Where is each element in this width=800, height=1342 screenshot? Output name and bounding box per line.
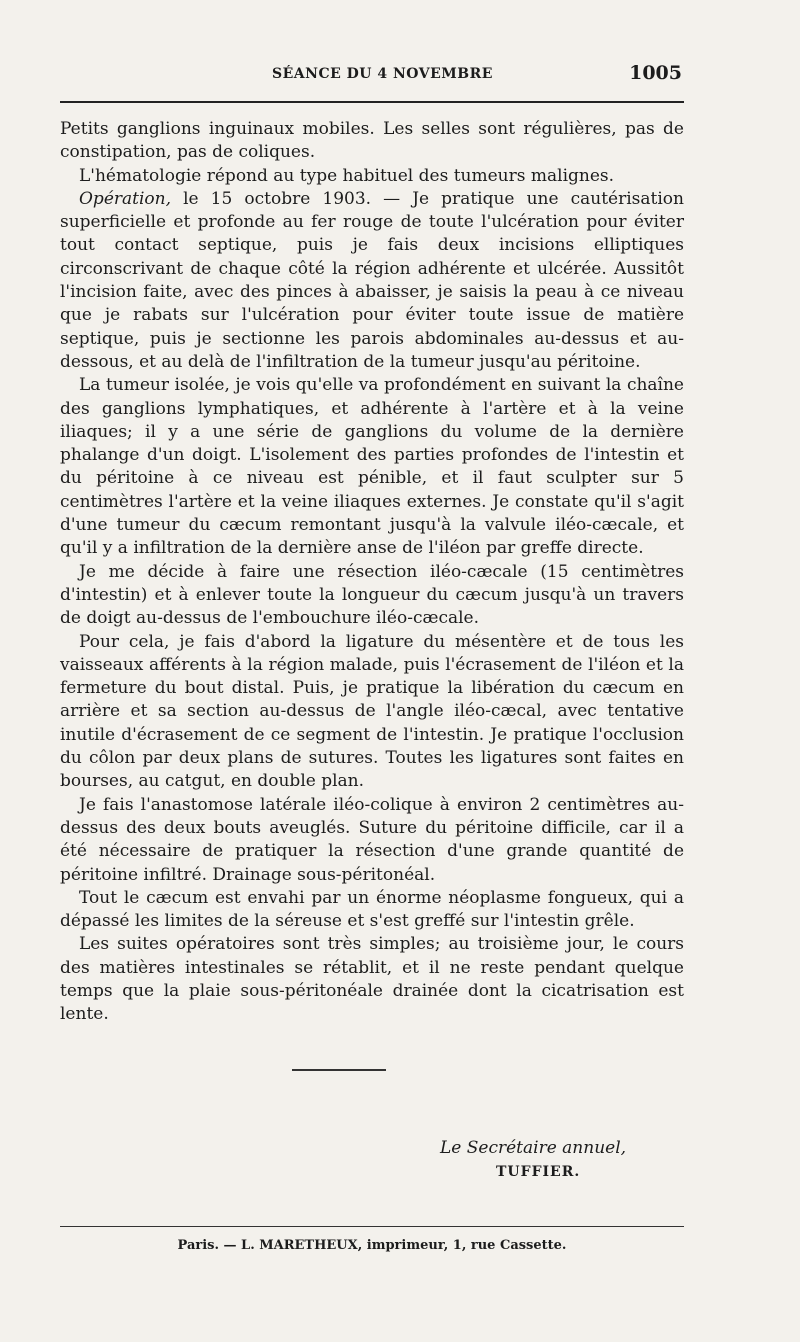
signature-role: Le Secrétaire annuel, [440,1138,627,1158]
paragraph: Les suites opératoires sont très simples; au troisième jour, le cours des matières intestinales se rétablit, et il ne reste pendant quelque temps que la plaie sous-péritonéale drainée dont la cicatrisation est lente. [60,934,684,1025]
page-header [60,60,684,90]
header-rule [60,101,684,103]
paragraph: Pour cela, je fais d'abord la ligature du mésentère et de tous les vaisseaux afférents à la région malade, puis l'écrasement de l'iléon et la fermeture du bout distal. Puis, je pratique la libération du cæcum en arrière et sa section au-dessus de l'angle iléo-cæcal, avec tentative inutile d'écrasement de ce segment de l'intestin. Je pratique l'occlusion du côlon par deux plans de sutures. Toutes les ligatures sont faites en bourses, au catgut, en double plan. [60,631,684,792]
paragraph: La tumeur isolée, je vois qu'elle va profondément en suivant la chaîne des ganglions lymphatiques, et adhérente à l'artère et à la veine iliaques; il y a une série de ganglions du volume de la dernière phalange d'un doigt. L'isolement des parties profondes de l'intestin et du péritoine à ce niveau est pénible, et il faut sculpter sur 5 centimètres l'artère et la veine iliaques externes. Je constate qu'il s'agit d'une tumeur du cæcum remontant jusqu'à la valvule iléo-cæcale, et qu'il y a infiltration de la dernière anse de l'iléon par greffe directe. [60,375,684,559]
paragraph: Tout le cæcum est envahi par un énorme néoplasme fongueux, qui a dépassé les limites de la séreuse et s'est greffé sur l'intestin grêle. [60,887,684,932]
page-number: 1005 [629,62,682,84]
footer-rule [60,1226,684,1227]
signature-name: TUFFIER. [496,1164,581,1180]
paragraph: Je me décide à faire une résection iléo-cæcale (15 centimètres d'intestin) et à enlever toute la longueur du cæcum jusqu'à un travers de doigt au-dessus de l'embouchure iléo-cæcale. [60,561,684,629]
signature-block [440,1138,680,1180]
body-text [60,118,684,1027]
paragraph [60,188,684,374]
paragraph-rest: le 15 octobre 1903. — Je pratique une cautérisation superficielle et profonde au fer rouge de toute l'ulcération pour éviter tout contact septique, puis je fais deux incisions elliptiques circonscrivant de chaque côté la région adhérente et ulcérée. Aussitôt l'incision faite, avec des pinces à abaisser, je saisis la peau à ce niveau que je rabats sur l'ulcération pour éviter toute issue de matière septique, puis je sectionne les parois abdominales au-dessus et au-dessous, et au delà de l'infiltration de la tumeur jusqu'au péritoine. [60,188,684,372]
printer-imprint: Paris. — L. MARETHEUX, imprimeur, 1, rue Cassette. [177,1238,567,1253]
paragraph: L'hématologie répond au type habituel des tumeurs malignes. [79,165,615,186]
paragraph: Petits ganglions inguinaux mobiles. Les selles sont régulières, pas de constipation, pas de coliques. [60,119,684,163]
paragraph-lead: Opération, [79,188,171,209]
running-title: SÉANCE DU 4 NOVEMBRE [272,66,493,82]
section-separator [292,1069,386,1071]
paragraph: Je fais l'anastomose latérale iléo-colique à environ 2 centimètres au-dessus des deux bouts aveuglés. Suture du péritoine difficile, car il a été nécessaire de pratiquer la résection d'une grande quantité de péritoine infiltré. Drainage sous-péritonéal. [60,794,684,885]
